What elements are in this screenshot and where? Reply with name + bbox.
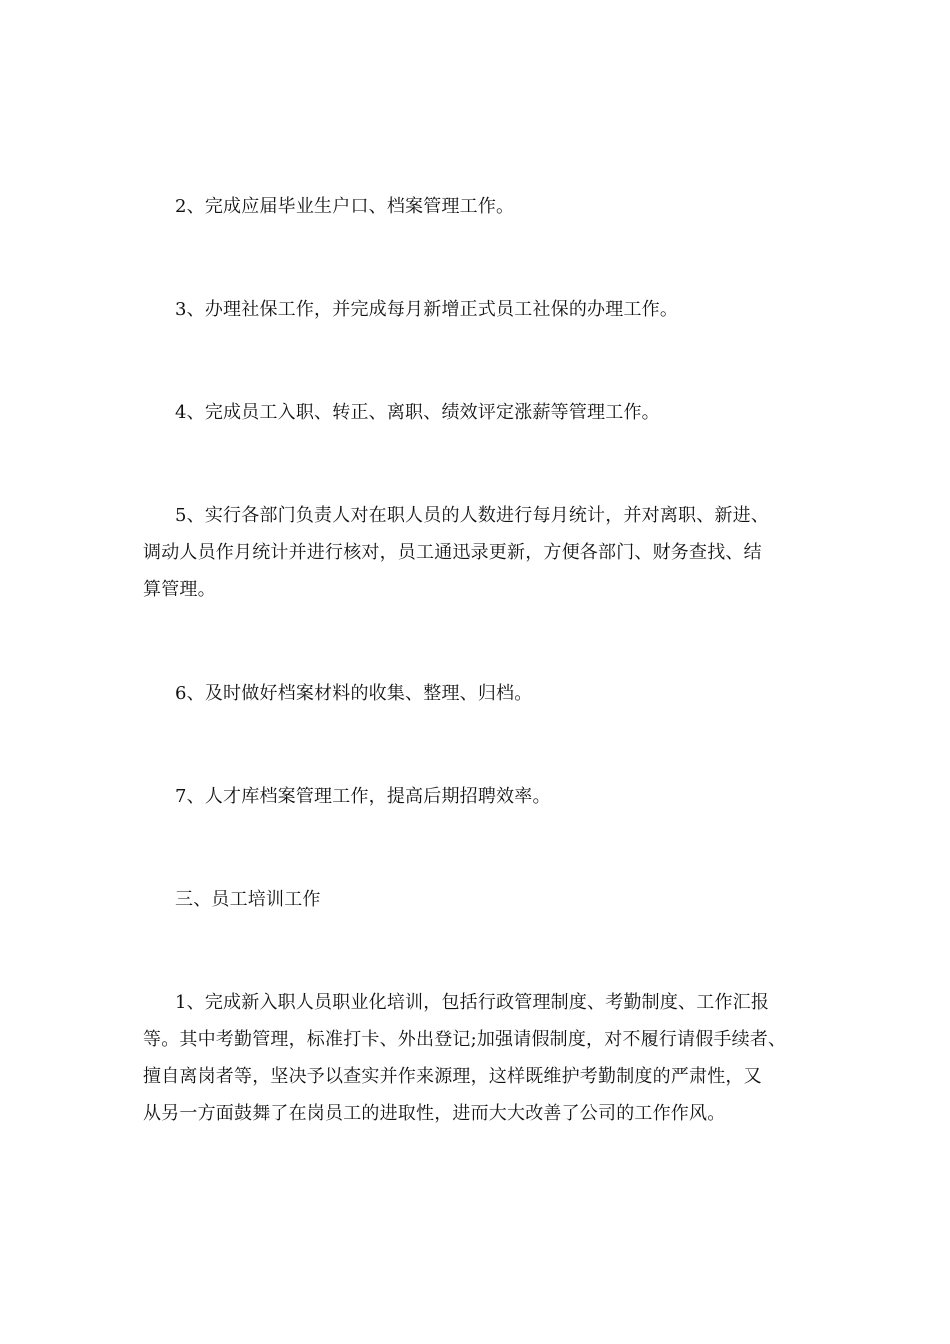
paragraph-line: 2、完成应届毕业生户口、档案管理工作。 bbox=[175, 196, 515, 217]
paragraph-item-4 bbox=[143, 394, 833, 431]
paragraph-item-2 bbox=[143, 188, 833, 225]
paragraph-line: 1、完成新入职人员职业化培训，包括行政管理制度、考勤制度、工作汇报 bbox=[175, 992, 770, 1013]
paragraph-line: 擅自离岗者等，坚决予以查实并作来源理，这样既维护考勤制度的严肃性，又 bbox=[143, 1066, 762, 1087]
paragraph-line: 6、及时做好档案材料的收集、整理、归档。 bbox=[175, 683, 533, 704]
section-heading-text: 三、员工培训工作 bbox=[175, 889, 321, 910]
paragraph-line: 4、完成员工入职、转正、离职、绩效评定涨薪等管理工作。 bbox=[175, 402, 660, 423]
paragraph-line: 5、实行各部门负责人对在职人员的人数进行每月统计，并对离职、新进、 bbox=[175, 505, 770, 526]
paragraph-item-5 bbox=[143, 497, 833, 608]
paragraph-line: 调动人员作月统计并进行核对，员工通迅录更新，方便各部门、财务查找、结 bbox=[143, 542, 762, 563]
paragraph-item-6 bbox=[143, 675, 833, 712]
paragraph-item-7 bbox=[143, 778, 833, 815]
section-heading bbox=[143, 881, 833, 918]
paragraph-line: 等。其中考勤管理，标准打卡、外出登记;加强请假制度，对不履行请假手续者、 bbox=[143, 1029, 787, 1050]
paragraph-item-3 bbox=[143, 291, 833, 328]
paragraph-line: 7、人才库档案管理工作，提高后期招聘效率。 bbox=[175, 786, 551, 807]
paragraph-item-1 bbox=[143, 984, 833, 1132]
paragraph-line: 3、办理社保工作，并完成每月新增正式员工社保的办理工作。 bbox=[175, 299, 679, 320]
paragraph-line: 算管理。 bbox=[143, 579, 216, 600]
paragraph-line: 从另一方面鼓舞了在岗员工的进取性，进而大大改善了公司的工作作风。 bbox=[143, 1103, 726, 1124]
